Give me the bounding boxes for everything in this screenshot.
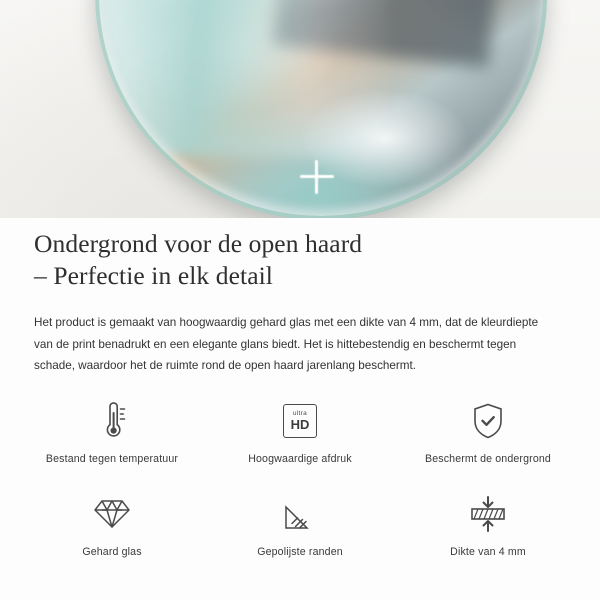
- description-paragraph: Het product is gemaakt van hoogwaardig gehard glas met een dikte van 4 mm, dat de kleurdiepte van de print benadrukt en een elegante glans biedt. Het is hittebestendig en beschermt tegen schade, waardoor het de ruimte rond de open haard jarenlang beschermt.: [34, 316, 539, 372]
- ultra-hd-badge-top: ultra: [292, 409, 308, 417]
- feature-item-tempered-glass: [18, 491, 206, 558]
- feature-label: Bestand tegen temperatuur: [45, 453, 179, 465]
- feature-item-print-quality: [206, 398, 394, 465]
- page-title-line1: Ondergrond voor de open haard: [34, 229, 363, 258]
- feature-item-temperature: [18, 398, 206, 465]
- feature-item-polished-edges: [206, 491, 394, 558]
- feature-label: Gehard glas: [82, 546, 142, 558]
- shield-check-icon: [471, 398, 505, 444]
- text-block: [34, 228, 566, 377]
- ultra-hd-icon: [283, 398, 317, 444]
- feature-item-surface-protection: [394, 398, 582, 465]
- feature-item-thickness: [394, 491, 582, 558]
- hero-image: [0, 0, 600, 218]
- feature-label: Beschermt de ondergrond: [425, 453, 551, 465]
- feature-grid: [18, 398, 582, 558]
- feature-label: Dikte van 4 mm: [450, 546, 526, 558]
- thermometer-icon: [97, 398, 127, 444]
- feature-label: Gepolijste randen: [257, 546, 343, 558]
- ultra-hd-badge-bottom: HD: [290, 417, 310, 433]
- page-title-line2: – Perfectie in elk detail: [34, 261, 273, 290]
- page-title: [34, 228, 566, 292]
- diamond-icon: [93, 491, 131, 537]
- glass-disc-product-photo: [95, 0, 547, 218]
- thickness-4mm-icon: [468, 491, 508, 537]
- feature-label: Hoogwaardige afdruk: [248, 453, 352, 465]
- polished-edges-icon: [283, 491, 317, 537]
